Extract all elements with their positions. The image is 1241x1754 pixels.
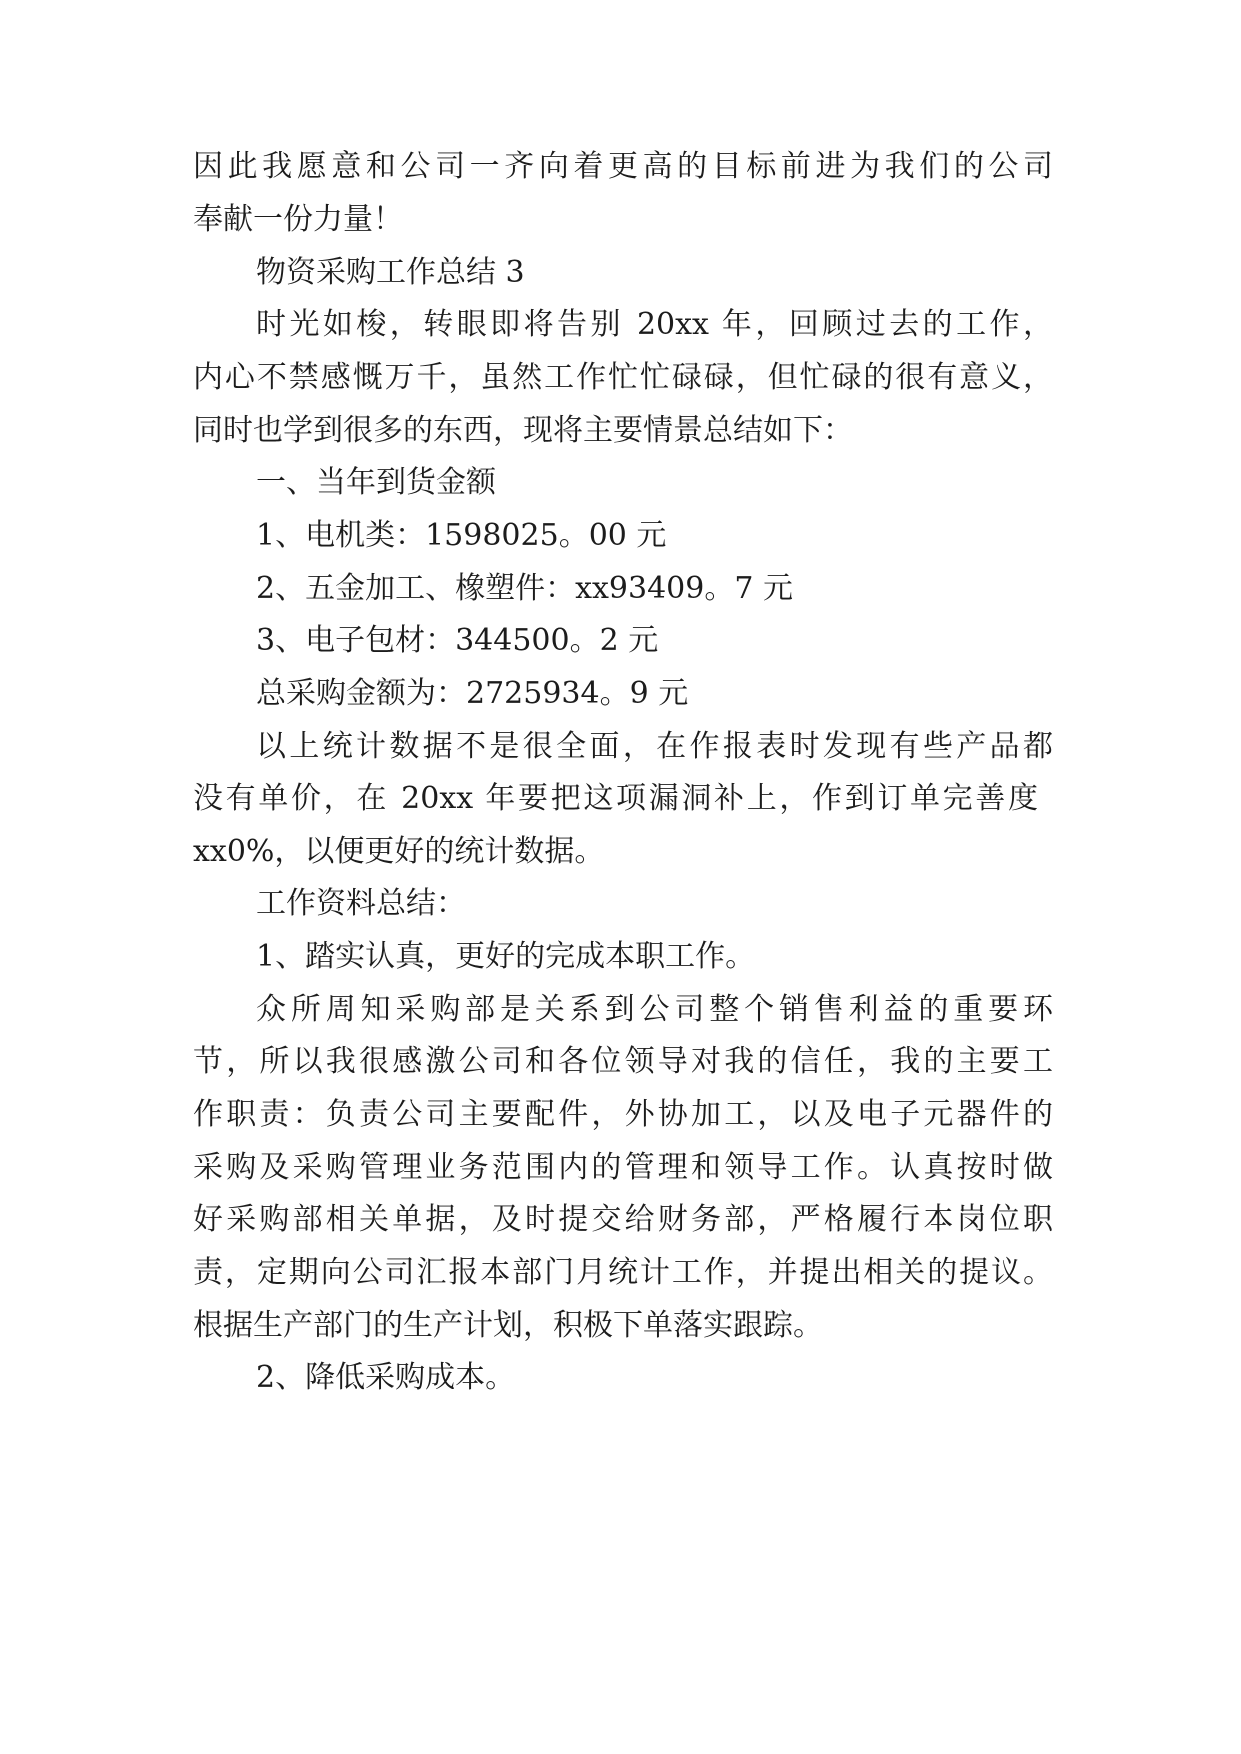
paragraph-line: 采购及采购管理业务范围内的管理和领导工作。认真按时做 <box>193 1150 1053 1185</box>
subheading: 一、当年到货金额 <box>256 465 496 500</box>
list-item: 2、五金加工、橡塑件：xx93409。7 元 <box>256 571 793 606</box>
paragraph-line: 内心不禁感慨万千，虽然工作忙忙碌碌，但忙碌的很有意义， <box>193 360 1053 395</box>
paragraph-line: 时光如梭，转眼即将告别 20xx 年，回顾过去的工作， <box>256 307 1053 342</box>
total-line: 总采购金额为：2725934。9 元 <box>256 676 689 711</box>
paragraph-line: 责，定期向公司汇报本部门月统计工作，并提出相关的提议。 <box>193 1255 1053 1290</box>
list-item: 3、电子包材：344500。2 元 <box>256 623 659 658</box>
paragraph-line: xx0%，以便更好的统计数据。 <box>193 834 605 869</box>
paragraph-line: 根据生产部门的生产计划，积极下单落实跟踪。 <box>193 1308 823 1343</box>
section-heading: 物资采购工作总结 3 <box>256 255 525 290</box>
paragraph-line: 因此我愿意和公司一齐向着更高的目标前进为我们的公司 <box>193 149 1053 184</box>
list-item: 2、降低采购成本。 <box>256 1360 516 1395</box>
paragraph-line: 节，所以我很感激公司和各位领导对我的信任，我的主要工 <box>193 1044 1053 1079</box>
paragraph-line: 众所周知采购部是关系到公司整个销售利益的重要环 <box>256 992 1053 1027</box>
subheading: 工作资料总结： <box>256 886 466 921</box>
paragraph-line: 同时也学到很多的东西，现将主要情景总结如下： <box>193 413 853 448</box>
paragraph-line: 没有单价，在 20xx 年要把这项漏洞补上，作到订单完善度 <box>193 781 1038 816</box>
list-item: 1、电机类：1598025。00 元 <box>256 518 667 553</box>
paragraph-line: 好采购部相关单据，及时提交给财务部，严格履行本岗位职 <box>193 1202 1053 1237</box>
paragraph-line: 作职责：负责公司主要配件，外协加工，以及电子元器件的 <box>193 1097 1053 1132</box>
paragraph-line: 以上统计数据不是很全面，在作报表时发现有些产品都 <box>256 729 1053 764</box>
paragraph-line: 奉献一份力量！ <box>193 202 403 237</box>
list-item: 1、踏实认真，更好的完成本职工作。 <box>256 939 756 974</box>
